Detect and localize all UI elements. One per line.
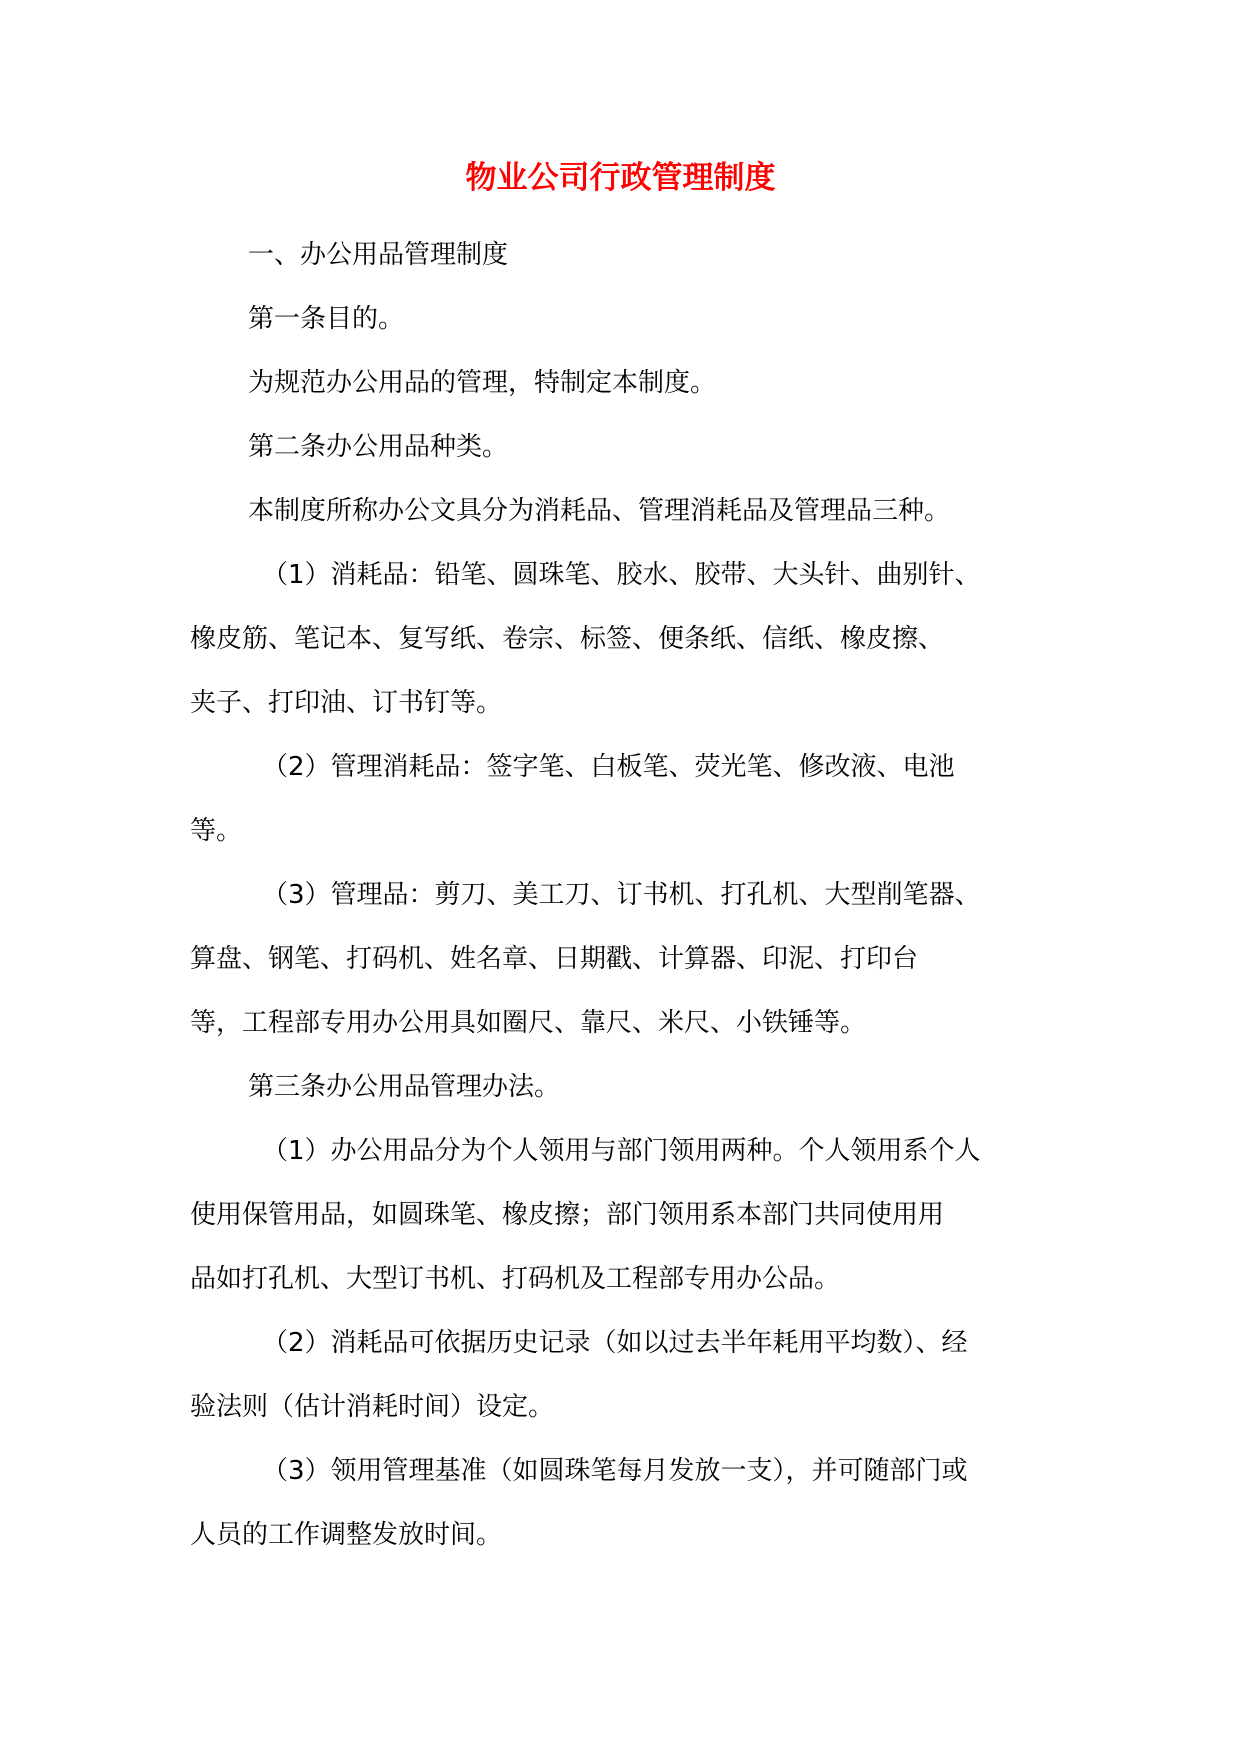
list-item-line: （2）消耗品可依据历史记录（如以过去半年耗用平均数）、经 [262, 1328, 968, 1358]
list-item-line: 验法则（估计消耗时间）设定。 [190, 1392, 555, 1422]
list-item-line: 人员的工作调整发放时间。 [190, 1520, 503, 1550]
list-item-line: 品如打孔机、大型订书机、打码机及工程部专用办公品。 [190, 1264, 841, 1294]
list-item-line: （1）办公用品分为个人领用与部门领用两种。个人领用系个人 [262, 1136, 981, 1166]
article-heading: 第二条办公用品种类。 [248, 432, 509, 462]
section-heading: 一、办公用品管理制度 [248, 240, 509, 270]
list-item-line: 算盘、钢笔、打码机、姓名章、日期戳、计算器、印泥、打印台 [190, 944, 919, 974]
article-heading: 第三条办公用品管理办法。 [248, 1072, 561, 1102]
document-body [190, 223, 1065, 1567]
list-item-line: （2）管理消耗品：签字笔、白板笔、荧光笔、修改液、电池 [262, 752, 955, 782]
list-item-line: 橡皮筋、笔记本、复写纸、卷宗、标签、便条纸、信纸、橡皮擦、 [190, 624, 945, 654]
list-item-line: 等。 [190, 816, 243, 846]
article-heading: 第一条目的。 [248, 304, 405, 334]
list-item-line: （3）领用管理基准（如圆珠笔每月发放一支），并可随部门或 [262, 1456, 968, 1486]
paragraph: 本制度所称办公文具分为消耗品、管理消耗品及管理品三种。 [248, 496, 951, 526]
document-title: 物业公司行政管理制度 [465, 160, 776, 196]
list-item-line: 夹子、打印油、订书钉等。 [190, 688, 503, 718]
list-item-line: 使用保管用品，如圆珠笔、橡皮擦；部门领用系本部门共同使用用 [190, 1200, 945, 1230]
paragraph: 为规范办公用品的管理，特制定本制度。 [248, 368, 717, 398]
list-item-line: （3）管理品：剪刀、美工刀、订书机、打孔机、大型削笔器、 [262, 880, 981, 910]
list-item-line: 等，工程部专用办公用具如圈尺、靠尺、米尺、小铁锤等。 [190, 1008, 867, 1038]
list-item-line: （1）消耗品：铅笔、圆珠笔、胶水、胶带、大头针、曲别针、 [262, 560, 981, 590]
